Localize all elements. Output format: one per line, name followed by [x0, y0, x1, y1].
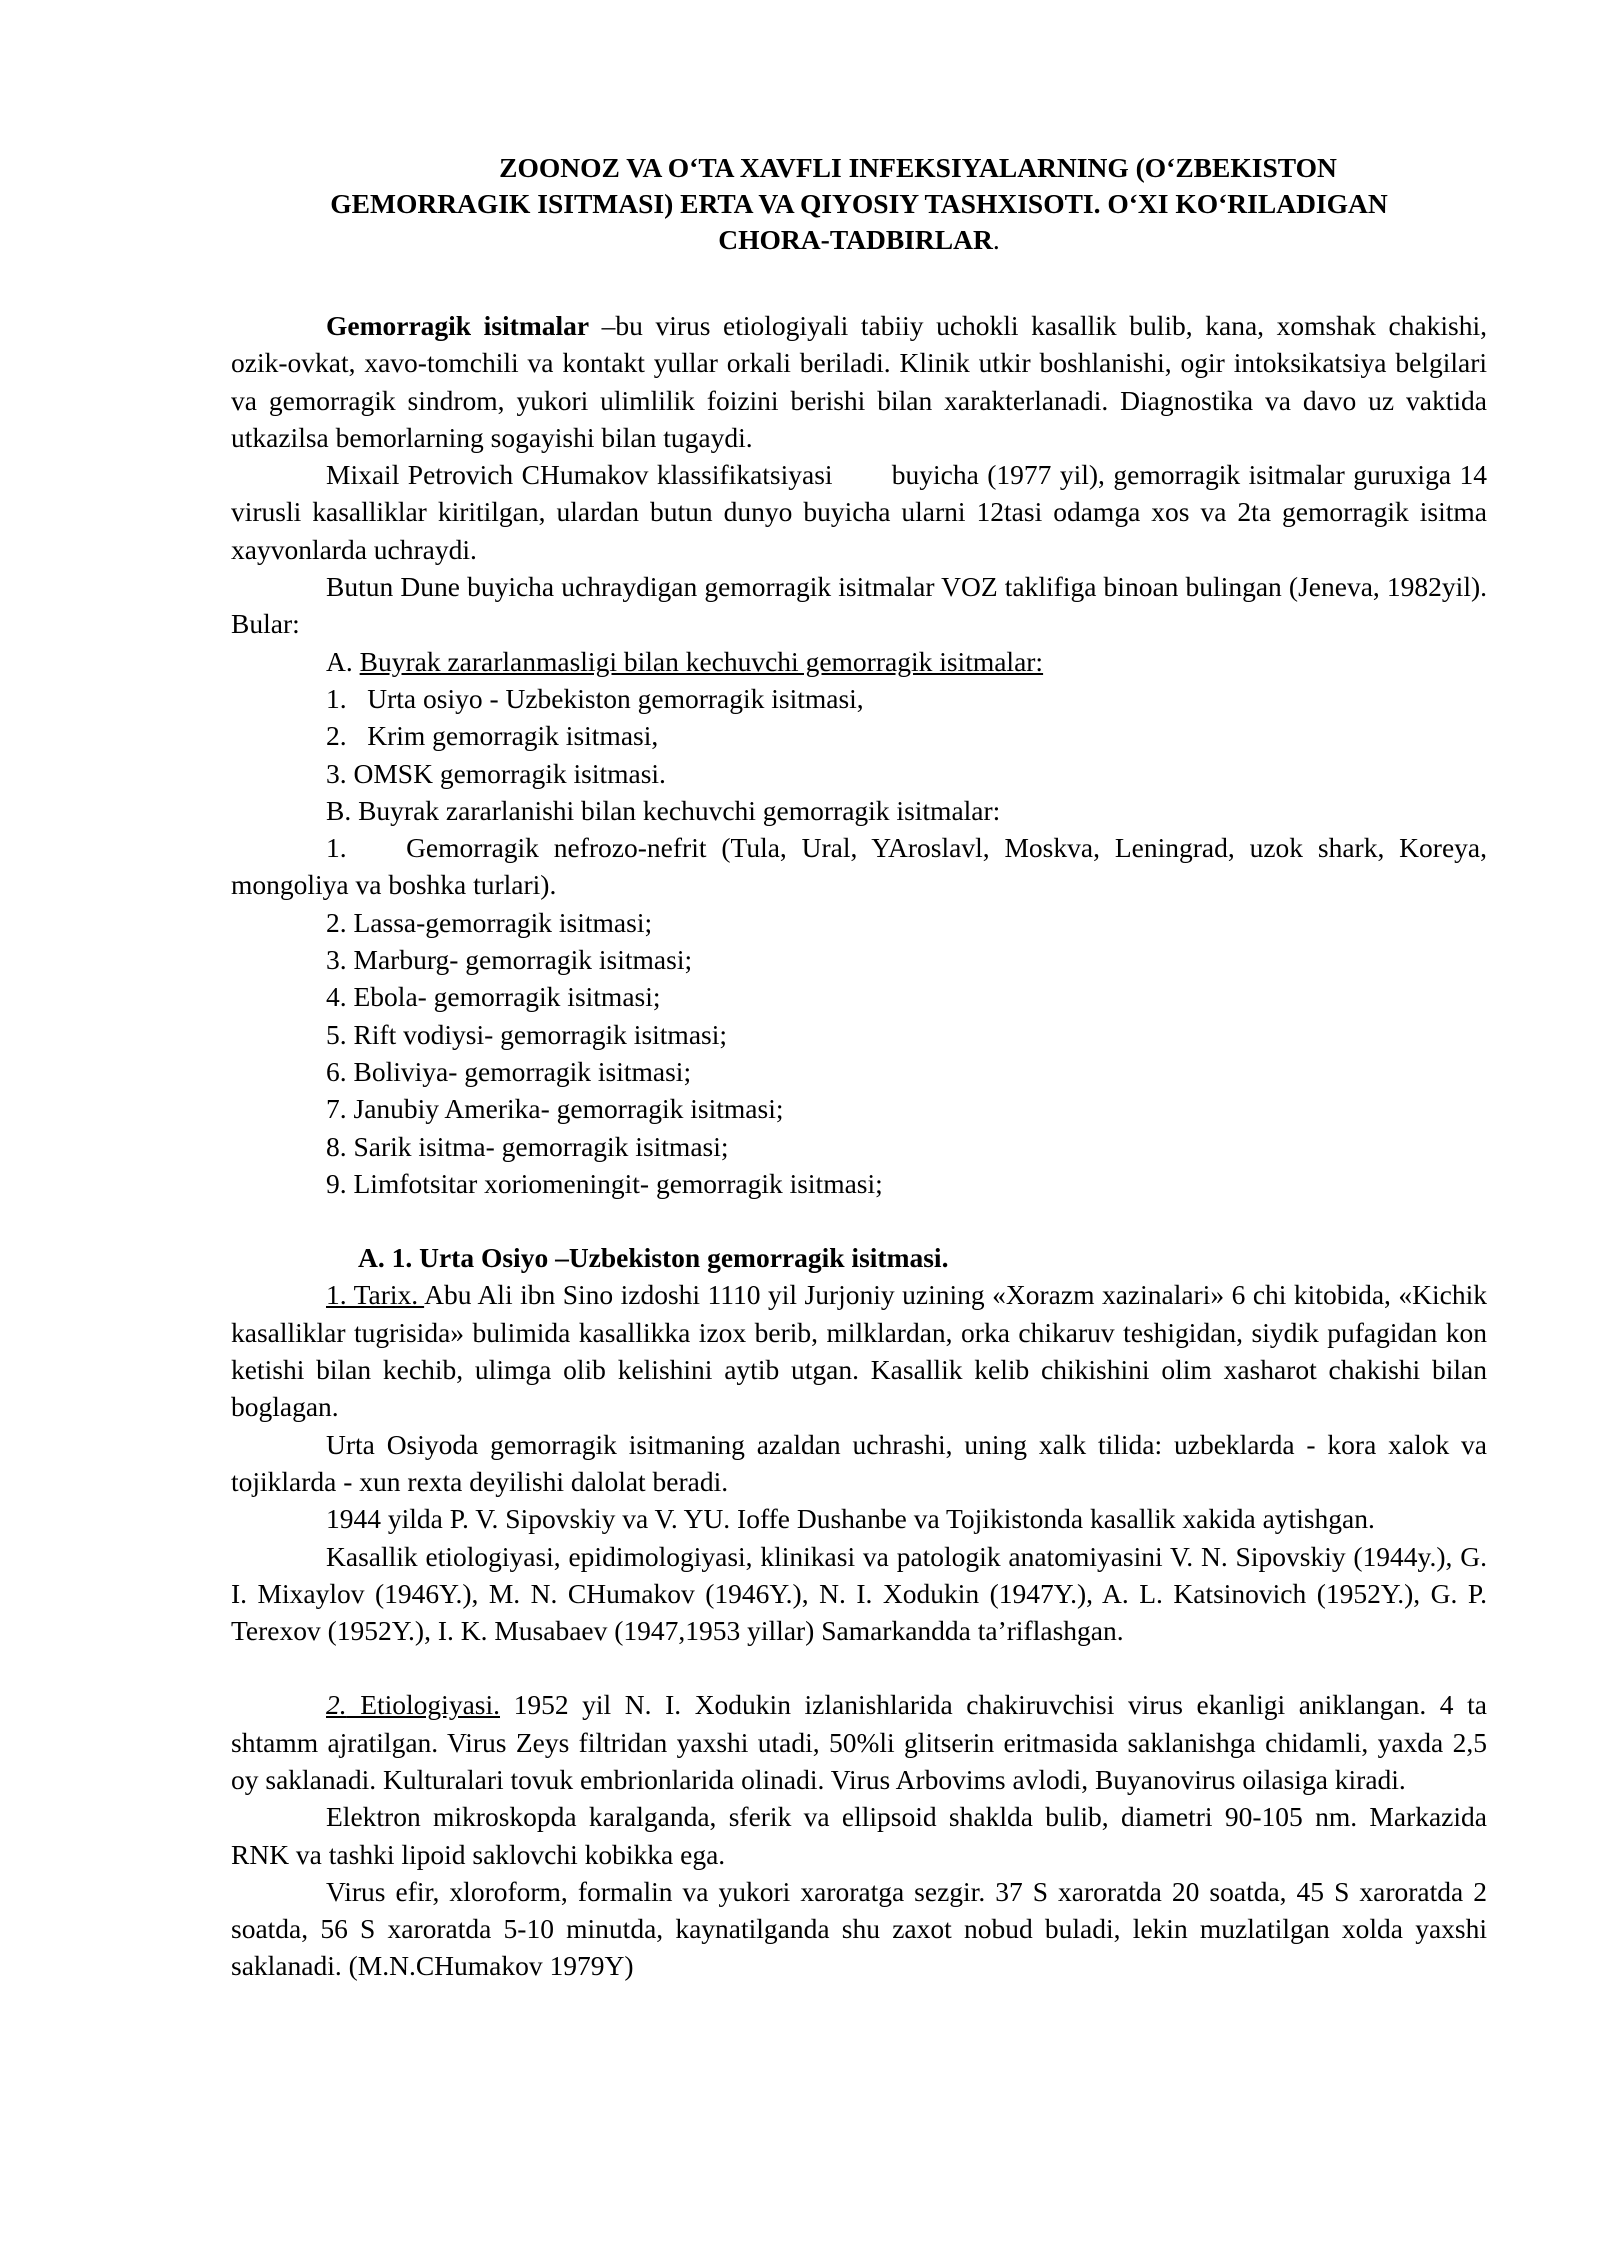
section-paragraph: Elektron mikroskopda karalganda, sferik va ellipsoid shaklda bulib, diametri 90-105 nm. Markazida RNK va tashki lipoid saklovchi kobikka ega.: [231, 1801, 1487, 1870]
list-item: 8. Sarik isitma- gemorragik isitmasi;: [326, 1130, 729, 1162]
group-b-heading: B. Buyrak zararlanishi bilan kechuvchi gemorragik isitmalar:: [326, 794, 1001, 826]
history-label: 1. Tarix.: [326, 1279, 425, 1311]
group-a-heading: [231, 643, 1487, 680]
section-paragraph: Virus efir, xloroform, formalin va yukori xaroratga sezgir. 37 S xaroratda 20 soatda, 45 S xaroratda 2 soatda, 56 S xaroratda 5-10 minutda, kaynatilganda shu zaxot nobud buladi, lekin muzlatilgan xolda yaxshi saklanadi. (M.N.CHumakov 1979Y): [231, 1875, 1487, 1982]
list-item: 2. Lassa-gemorragik isitmasi;: [326, 906, 653, 938]
title-period: .: [992, 224, 1000, 255]
history-text: Abu Ali ibn Sino izdoshi 1110 yil Jurjoniy uzining «Xorazm xazinalari» 6 chi kitobida, «Kichik kasalliklar tugrisida» bulimida kasallikka izox berib, milklardan, orka chikaruv teshigidan, siydik pufagidan kon ketishi bilan kechib, ulimga olib kelishini aytib utgan. Kasallik kelib chikishini olim xasharot chakishi bilan boglagan.: [231, 1279, 1488, 1423]
section-paragraph: Kasallik etiologiyasi, epidimologiyasi, klinikasi va patologik anatomiyasini V. N. Sipovskiy (1944y.), G. I. Mixaylov (1946Y.), M. N. CHumakov (1946Y.), N. I. Xodukin (1947Y.), A. L. Katsinovich (1952Y.), G. P. Terexov (1952Y.), I. K. Musabaev (1947,1953 yillar) Samarkandda ta’riflashgan.: [231, 1540, 1487, 1647]
intro-term: Gemorragik isitmalar: [326, 310, 590, 341]
etiology-label: [326, 1689, 500, 1720]
spacer: [231, 1202, 1487, 1239]
list-item: 1. Urta osiyo - Uzbekiston gemorragik isitmasi,: [326, 682, 864, 714]
etiology-number: 2.: [326, 1689, 347, 1721]
title-line-1: ZOONOZ VA O‘TA XAVFLI INFEKSIYALARNING (O‘ZBEKISTON: [499, 152, 1337, 183]
title-line-2: GEMORRAGIK ISITMASI) ERTA VA QIYOSIY TASHXISOTI. O‘XI KO‘RILADIGAN: [330, 188, 1388, 219]
list-item: 1. Gemorragik nefrozo-nefrit (Tula, Ural, YAroslavl, Moskva, Leningrad, uzok shark, Koreya, mongoliya va boshka turlari).: [231, 832, 1494, 901]
section-paragraph: Urta Osiyoda gemorragik isitmaning azaldan uchrashi, uning xalk tilida: uzbeklarda - kora xalok va tojiklarda - xun rexta deyilishi dalolat beradi.: [231, 1428, 1487, 1497]
history-paragraph: [231, 1276, 1487, 1425]
chumakov-paragraph: Mixail Petrovich CHumakov klassifikatsiyasi buyicha (1977 yil), gemorragik isitmalar guruxiga 14 virusli kasalliklar kiritilgan, ulardan butun dunyo buyicha ularni 12tasi odamga xos va 2ta gemorragik isitma xayvonlarda uchraydi.: [231, 459, 1494, 565]
title-line-3-text: CHORA-TADBIRLAR: [718, 224, 993, 255]
group-a-prefix: A.: [326, 645, 360, 677]
list-item: 3. OMSK gemorragik isitmasi.: [326, 757, 666, 789]
list-item: 2. Krim gemorragik isitmasi,: [326, 720, 659, 752]
intro-definition: –bu virus etiologiyali tabiiy uchokli kasallik bulib, kana, xomshak chakishi, ozik-ovkat, xavo-tomchili va kontakt yullar orkali beriladi. Klinik utkir boshlanishi, ogir intoksikatsiya belgilari va gemorragik sindrom, yukori ulimlilik foizini berishi bilan xarakterlanadi. Diagnostika va davo uz vaktida utkazilsa bemorlarning sogayishi bilan tugaydi.: [231, 310, 1487, 453]
etiology-paragraph: [231, 1686, 1487, 1798]
list-item: 6. Boliviya- gemorragik isitmasi;: [326, 1055, 692, 1087]
intro-paragraph: [231, 307, 1487, 456]
voz-paragraph: Butun Dune buyicha uchraydigan gemorragik isitmalar VOZ taklifiga binoan bulingan (Jeneva, 1982yil). Bular:: [231, 571, 1487, 640]
section-paragraph: 1944 yilda P. V. Sipovskiy va V. YU. Ioffe Dushanbe va Tojikistonda kasallik xakida aytishgan.: [326, 1503, 1375, 1535]
list-item: 3. Marburg- gemorragik isitmasi;: [326, 944, 693, 976]
group-a-label: Buyrak zararlanmasligi bilan kechuvchi gemorragik isitmalar:: [359, 645, 1044, 677]
list-item: 4. Ebola- gemorragik isitmasi;: [326, 981, 661, 1013]
list-item: 5. Rift vodiysi- gemorragik isitmasi;: [326, 1018, 728, 1050]
list-item: 9. Limfotsitar xoriomeningit- gemorragik isitmasi;: [326, 1167, 883, 1199]
document-page: [231, 150, 1494, 1985]
section-a1-heading: A. 1. Urta Osiyo –Uzbekiston gemorragik isitmasi.: [358, 1242, 949, 1274]
list-item: 7. Janubiy Amerika- gemorragik isitmasi;: [326, 1093, 784, 1125]
spacer: [231, 1649, 1487, 1686]
etiology-text: 1952 yil N. I. Xodukin izlanishlarida chakiruvchisi virus ekanligi aniklangan. 4 ta shtamm ajratilgan. Virus Zeys filtridan yaxshi utadi, 50%li glitserin eritmasida saklanishga chidamli, yaxda 2,5 oy saklanadi. Kulturalari tovuk embrionlarida olinadi. Virus Arbovims avlodi, Buyanovirus oilasiga kiradi.: [231, 1689, 1487, 1795]
etiology-label-text: Etiologiyasi.: [346, 1689, 500, 1721]
title-line-3: [231, 222, 1487, 258]
document-title: [231, 150, 1487, 258]
